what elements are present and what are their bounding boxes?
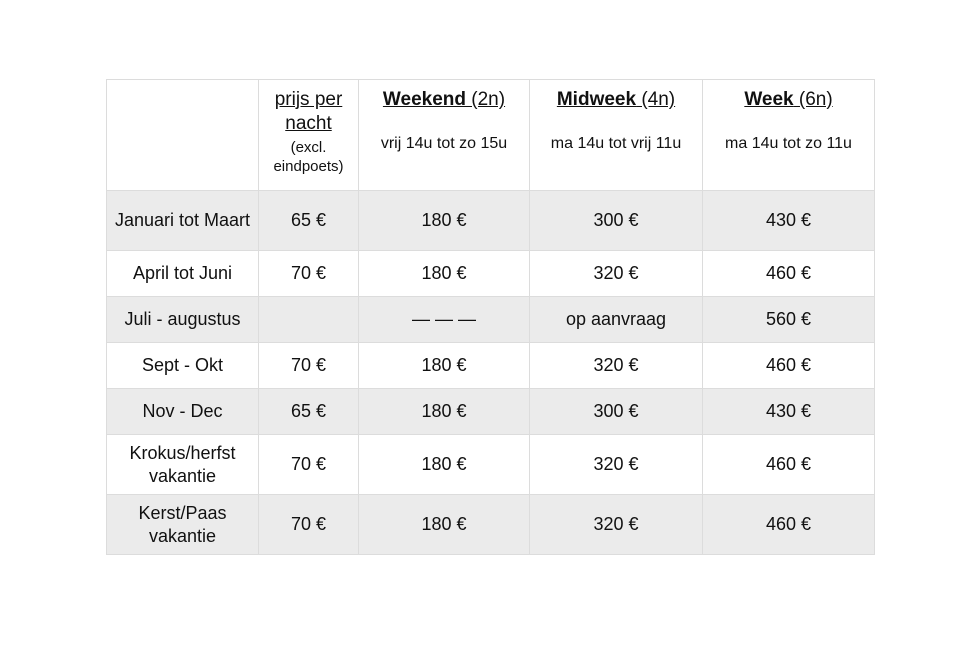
period-cell: Januari tot Maart xyxy=(107,191,259,251)
midweek-price-cell: 300 € xyxy=(530,389,703,435)
header-week xyxy=(703,80,875,191)
header-weekend-title xyxy=(363,88,525,112)
header-midweek xyxy=(530,80,703,191)
night-price-cell: 70 € xyxy=(259,435,359,495)
week-price-cell: 430 € xyxy=(703,389,875,435)
header-weekend-sub: vrij 14u tot zo 15u xyxy=(380,135,508,152)
table-row xyxy=(107,343,875,389)
header-midweek-title-bold: Midweek xyxy=(556,89,637,110)
header-midweek-sub: ma 14u tot vrij 11u xyxy=(550,135,682,152)
week-price-cell: 460 € xyxy=(703,251,875,297)
header-weekend-title-bold: Weekend xyxy=(382,89,466,110)
weekend-price-cell: 180 € xyxy=(359,343,530,389)
header-weekend xyxy=(359,80,530,191)
night-price-cell: 70 € xyxy=(259,495,359,555)
period-cell: Sept - Okt xyxy=(107,343,259,389)
period-cell: Nov - Dec xyxy=(107,389,259,435)
midweek-price-cell: op aanvraag xyxy=(530,297,703,343)
night-price-cell xyxy=(259,297,359,343)
weekend-price-cell: — — — xyxy=(359,297,530,343)
table-row xyxy=(107,251,875,297)
night-price-cell: 65 € xyxy=(259,191,359,251)
night-price-cell: 70 € xyxy=(259,343,359,389)
header-week-title-rest: (6n) xyxy=(793,89,833,110)
weekend-price-cell: 180 € xyxy=(359,191,530,251)
price-table xyxy=(106,79,875,555)
midweek-price-cell: 320 € xyxy=(530,435,703,495)
table-row xyxy=(107,389,875,435)
weekend-price-cell: 180 € xyxy=(359,435,530,495)
table-row xyxy=(107,297,875,343)
night-price-cell: 70 € xyxy=(259,251,359,297)
week-price-cell: 460 € xyxy=(703,343,875,389)
header-week-title-bold: Week xyxy=(744,89,794,110)
table-row xyxy=(107,435,875,495)
table-row xyxy=(107,495,875,555)
header-midweek-title xyxy=(534,88,698,112)
weekend-price-cell: 180 € xyxy=(359,389,530,435)
midweek-price-cell: 320 € xyxy=(530,495,703,555)
header-week-title xyxy=(707,88,870,112)
header-weekend-title-rest: (2n) xyxy=(466,89,506,110)
header-price-per-night xyxy=(259,80,359,191)
table-row xyxy=(107,191,875,251)
night-price-cell: 65 € xyxy=(259,389,359,435)
midweek-price-cell: 320 € xyxy=(530,251,703,297)
header-price-note: (excl. eindpoets) xyxy=(273,139,344,175)
weekend-price-cell: 180 € xyxy=(359,495,530,555)
midweek-price-cell: 300 € xyxy=(530,191,703,251)
header-price-title: prijs per nacht xyxy=(274,89,343,134)
midweek-price-cell: 320 € xyxy=(530,343,703,389)
period-cell: April tot Juni xyxy=(107,251,259,297)
week-price-cell: 430 € xyxy=(703,191,875,251)
weekend-price-cell: 180 € xyxy=(359,251,530,297)
week-price-cell: 560 € xyxy=(703,297,875,343)
header-week-sub: ma 14u tot zo 11u xyxy=(725,135,852,152)
header-midweek-title-rest: (4n) xyxy=(636,89,676,110)
header-row xyxy=(107,80,875,191)
week-price-cell: 460 € xyxy=(703,495,875,555)
week-price-cell: 460 € xyxy=(703,435,875,495)
period-cell: Juli - augustus xyxy=(107,297,259,343)
period-cell: Kerst/Paas vakantie xyxy=(107,495,259,555)
header-empty-cell xyxy=(107,80,259,191)
period-cell: Krokus/herfst vakantie xyxy=(107,435,259,495)
